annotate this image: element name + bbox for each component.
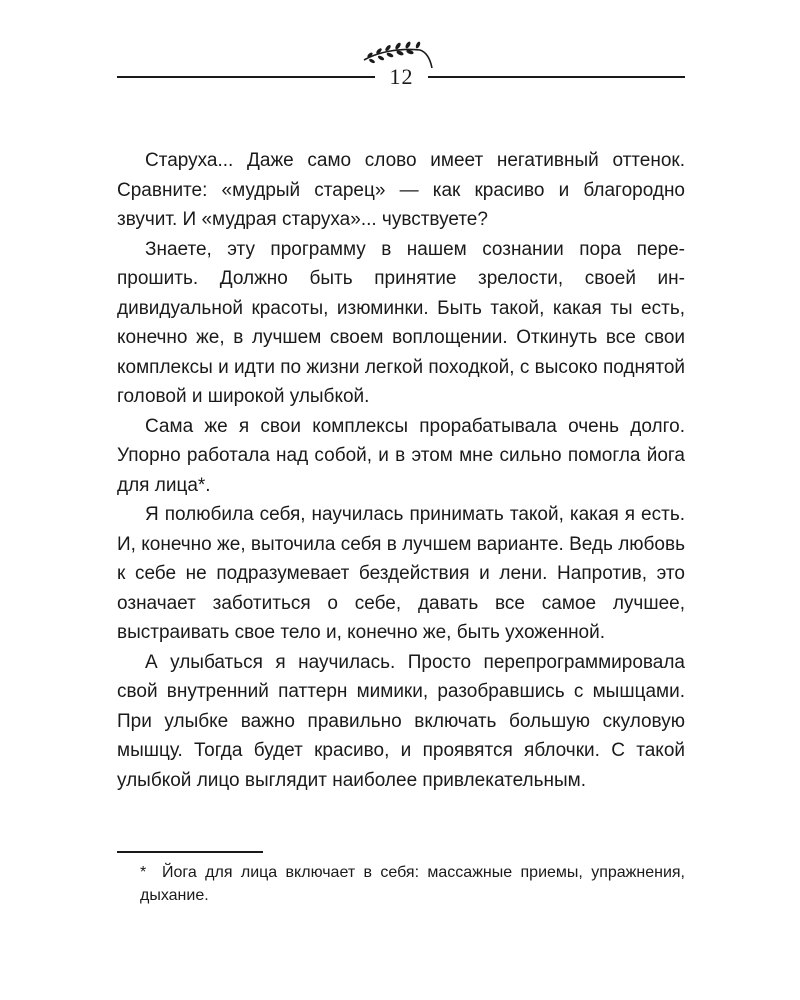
paragraph: Сама же я свои комплексы прорабатывала очень долго. Упорно работала над собой, и в этом мне сильно помогла йога для лица*. [117, 415, 685, 496]
paragraph: Старуха... Даже само слово имеет негативный оттенок. Сравните: «мудрый старец» — как красиво и благородно звучит. И «мудрая старуха»... чувствуете? [117, 150, 685, 230]
footnote-mark: * [140, 864, 147, 881]
body-text [117, 146, 685, 795]
page-number: 12 [389, 64, 414, 89]
header-rule-right [428, 76, 685, 78]
footnote-text: Йога для лица включает в себя: массажные приемы, упражнения, дыхание. [140, 864, 685, 904]
paragraph: Знаете, эту программу в нашем сознании пора перепрошить. Должно быть принятие зрелости, своей индивидуальной красоты, изюминки. Быть такой, какая ты есть, конечно же, в лучшем своем воплощении. Откинуть все свои комплексы и идти по жизни легкой походкой, с высоко поднятой головой и широкой улыбкой. [117, 238, 685, 407]
footnote-rule [117, 851, 263, 853]
header-rule-left [117, 76, 375, 78]
footnote [140, 861, 685, 907]
paragraph: А улыбаться я научилась. Просто перепрограммировала свой внутренний паттерн мимики, разобравшись с мышцами. При улыбке важно правильно включать большую скуловую мышцу. Тогда будет красиво, и проявятся яблочки. С такой улыбкой лицо выглядит наиболее привлекательным. [117, 651, 685, 791]
paragraph: Я полюбила себя, научилась принимать такой, какая я есть. И, конечно же, выточила себя в лучшем варианте. Ведь любовь к себе не подразумевает бездействия и лени. Напротив, это означает заботиться о себе, давать все самое лучшее, выстраивать свое тело и, конечно же, быть ухоженной. [117, 504, 685, 643]
